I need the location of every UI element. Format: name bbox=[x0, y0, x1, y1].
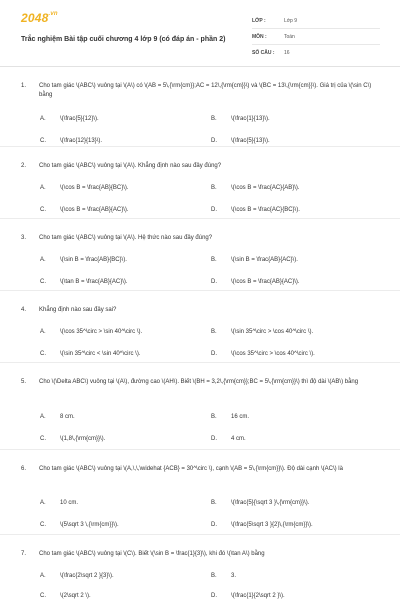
option-d[interactable] bbox=[211, 137, 270, 145]
option-b[interactable] bbox=[211, 572, 236, 580]
logo-suffix: .vn bbox=[48, 11, 58, 17]
option-letter: D. bbox=[211, 351, 217, 357]
option-letter: D. bbox=[211, 279, 217, 285]
option-text: \(\cos B = \frac{AB}{BC}\). bbox=[60, 185, 129, 191]
question-stem bbox=[21, 234, 382, 243]
option-text: \(\frac{1}{13}\). bbox=[231, 116, 270, 122]
option-text: 3. bbox=[231, 573, 237, 579]
option-letter: D. bbox=[211, 207, 217, 213]
option-text: \(\cos 35^\circ > \sin 40^\circ \). bbox=[60, 329, 143, 335]
question-text: Cho tam giác \(ABC\) vuông tại \(A\) có \(AB = 5\,{\rm{cm}};AC = 12\,{\rm{cm}}\) và \(BC = 13\,{\rm{cm}}\). Giá trị của \(\sin C\) bằng bbox=[39, 83, 372, 98]
logo-text: 2048 bbox=[21, 11, 49, 25]
option-letter: B. bbox=[211, 116, 217, 122]
question-number: 6. bbox=[21, 466, 27, 472]
worksheet-title: Trắc nghiệm Bài tập cuối chương 4 lớp 9 (có đáp án - phần 2) bbox=[21, 36, 226, 43]
question-stem bbox=[21, 306, 382, 315]
option-text: \(\frac{5}{13}\). bbox=[231, 138, 270, 144]
option-c[interactable] bbox=[40, 206, 129, 214]
option-text: \(\frac{5\sqrt 3 }{2}\,{\rm{cm}}\). bbox=[231, 522, 313, 528]
option-b[interactable] bbox=[211, 256, 298, 264]
site-logo[interactable] bbox=[21, 11, 58, 25]
option-text: \(\frac{5}{12}\). bbox=[60, 116, 99, 122]
meta-subject-value: Toán bbox=[284, 33, 295, 40]
option-text: \(\cos B = \frac{AB}{AC}\). bbox=[60, 207, 129, 213]
question-list bbox=[0, 67, 400, 600]
option-text: \(\cos 35^\circ > \cos 40^\circ \). bbox=[231, 351, 315, 357]
option-text: \(2\sqrt 2 \). bbox=[60, 593, 91, 599]
option-letter: C. bbox=[40, 351, 46, 357]
option-a[interactable] bbox=[40, 115, 99, 123]
question-number: 7. bbox=[21, 551, 27, 557]
option-letter: B. bbox=[211, 414, 217, 420]
option-d[interactable] bbox=[211, 278, 300, 286]
question-text: Cho tam giác \(ABC\) vuông tại \(A\). Khẳng định nào sau đây đúng? bbox=[39, 163, 222, 169]
question-text: Cho tam giác \(ABC\) vuông tại \(A\). Hệ thức nào sau đây đúng? bbox=[39, 235, 213, 241]
option-letter: B. bbox=[211, 573, 217, 579]
question-text: Cho tam giác \(ABC\) vuông tại \(A,\,\,\widehat {ACB} = 30^\circ \), cạnh \(AB = 5\,{\rm{cm}}\). Độ dài cạnh \(AC\) là bbox=[39, 466, 343, 472]
option-text: \(\frac{5}{\sqrt 3 }\,{\rm{cm}}\). bbox=[231, 500, 310, 506]
question-stem bbox=[21, 162, 382, 171]
option-letter: D. bbox=[211, 593, 217, 599]
option-text: \(1,8\,{\rm{cm}}\). bbox=[60, 436, 106, 442]
option-text: \(\sin B = \frac{AB}{AC}\). bbox=[231, 257, 298, 263]
option-letter: B. bbox=[211, 185, 217, 191]
option-letter: C. bbox=[40, 207, 46, 213]
option-b[interactable] bbox=[211, 328, 313, 336]
option-c[interactable] bbox=[40, 278, 128, 286]
worksheet-header bbox=[0, 0, 400, 67]
question-6 bbox=[0, 450, 400, 535]
option-text: \(\sin 35^\circ < \sin 40^\circ \). bbox=[60, 351, 141, 357]
option-letter: A. bbox=[40, 257, 46, 263]
option-c[interactable] bbox=[40, 137, 102, 145]
option-text: \(\cos B = \frac{AC}{BC}\). bbox=[231, 207, 300, 213]
option-letter: C. bbox=[40, 522, 46, 528]
option-letter: C. bbox=[40, 436, 46, 442]
worksheet-meta bbox=[252, 13, 380, 61]
option-letter: D. bbox=[211, 522, 217, 528]
option-text: \(\frac{12}{13}\). bbox=[60, 138, 103, 144]
option-a[interactable] bbox=[40, 413, 75, 421]
question-1 bbox=[0, 67, 400, 147]
meta-count-value: 16 bbox=[284, 50, 290, 56]
option-letter: D. bbox=[211, 138, 217, 144]
option-letter: D. bbox=[211, 436, 217, 442]
option-b[interactable] bbox=[211, 184, 300, 192]
option-text: 4 cm. bbox=[231, 436, 246, 442]
question-text: Khẳng định nào sau đây sai? bbox=[39, 307, 117, 313]
meta-count-label: SỐ CÂU : bbox=[252, 50, 275, 56]
question-text: Cho \(\Delta ABC\) vuông tại \(A\), đường cao \(AH\). Biết \(BH = 3,2\,{\rm{cm}};BC = 5\,{\rm{cm}}\) thì độ dài \(AB\) bằng bbox=[39, 379, 359, 385]
option-c[interactable] bbox=[40, 521, 119, 529]
option-a[interactable] bbox=[40, 499, 78, 507]
option-text: 16 cm. bbox=[231, 414, 250, 420]
question-number: 3. bbox=[21, 235, 27, 241]
option-letter: C. bbox=[40, 593, 46, 599]
question-3 bbox=[0, 219, 400, 291]
option-text: \(\tan B = \frac{AB}{AC}\). bbox=[60, 279, 128, 285]
option-a[interactable] bbox=[40, 572, 114, 580]
meta-subject-row bbox=[252, 29, 380, 45]
option-d[interactable] bbox=[211, 206, 300, 214]
question-stem bbox=[21, 550, 382, 559]
meta-count-row bbox=[252, 45, 380, 61]
question-2 bbox=[0, 147, 400, 219]
option-a[interactable] bbox=[40, 184, 129, 192]
option-b[interactable] bbox=[211, 115, 270, 123]
option-letter: A. bbox=[40, 116, 46, 122]
option-text: \(\cos B = \frac{AC}{AB}\). bbox=[231, 185, 300, 191]
option-b[interactable] bbox=[211, 499, 309, 507]
option-a[interactable] bbox=[40, 256, 127, 264]
question-5 bbox=[0, 363, 400, 450]
option-c[interactable] bbox=[40, 592, 91, 600]
option-text: \(5\sqrt 3 \,{\rm{cm}}\). bbox=[60, 522, 119, 528]
question-text: Cho tam giác \(ABC\) vuông tại \(C\). Biết \(\sin B = \frac{1}{3}\), khi đó \(\tan A\) bằng bbox=[39, 551, 265, 557]
meta-class-value: Lớp 9 bbox=[284, 17, 298, 24]
option-c[interactable] bbox=[40, 435, 105, 443]
option-letter: B. bbox=[211, 257, 217, 263]
option-letter: B. bbox=[211, 500, 217, 506]
option-text: 10 cm. bbox=[60, 500, 79, 506]
option-letter: A. bbox=[40, 500, 46, 506]
option-letter: A. bbox=[40, 414, 46, 420]
option-c[interactable] bbox=[40, 350, 140, 358]
question-4 bbox=[0, 291, 400, 363]
option-text: 8 cm. bbox=[60, 414, 75, 420]
option-d[interactable] bbox=[211, 350, 315, 358]
option-text: \(\cos B = \frac{AB}{AC}\). bbox=[231, 279, 300, 285]
question-7 bbox=[0, 535, 400, 600]
question-number: 4. bbox=[21, 307, 27, 313]
question-number: 1. bbox=[21, 83, 27, 89]
option-text: \(\sin B = \frac{AB}{BC}\). bbox=[60, 257, 127, 263]
meta-class-row bbox=[252, 13, 380, 29]
meta-subject-label: MÔN : bbox=[252, 33, 267, 40]
question-number: 2. bbox=[21, 163, 27, 169]
option-letter: A. bbox=[40, 185, 46, 191]
option-text: \(\frac{2\sqrt 2 }{3}\). bbox=[60, 573, 114, 579]
option-text: \(\sin 35^\circ > \cos 40^\circ \). bbox=[231, 329, 314, 335]
option-d[interactable] bbox=[211, 592, 285, 600]
question-stem bbox=[21, 465, 382, 474]
option-letter: C. bbox=[40, 279, 46, 285]
question-number: 5. bbox=[21, 379, 27, 385]
question-stem bbox=[21, 82, 382, 100]
option-b[interactable] bbox=[211, 413, 249, 421]
option-d[interactable] bbox=[211, 435, 246, 443]
option-letter: A. bbox=[40, 573, 46, 579]
option-letter: A. bbox=[40, 329, 46, 335]
option-a[interactable] bbox=[40, 328, 142, 336]
option-d[interactable] bbox=[211, 521, 313, 529]
meta-class-label: LỚP : bbox=[252, 17, 266, 24]
option-text: \(\frac{1}{2\sqrt 2 }\). bbox=[231, 593, 285, 599]
option-letter: C. bbox=[40, 138, 46, 144]
question-stem bbox=[21, 378, 382, 387]
option-letter: B. bbox=[211, 329, 217, 335]
